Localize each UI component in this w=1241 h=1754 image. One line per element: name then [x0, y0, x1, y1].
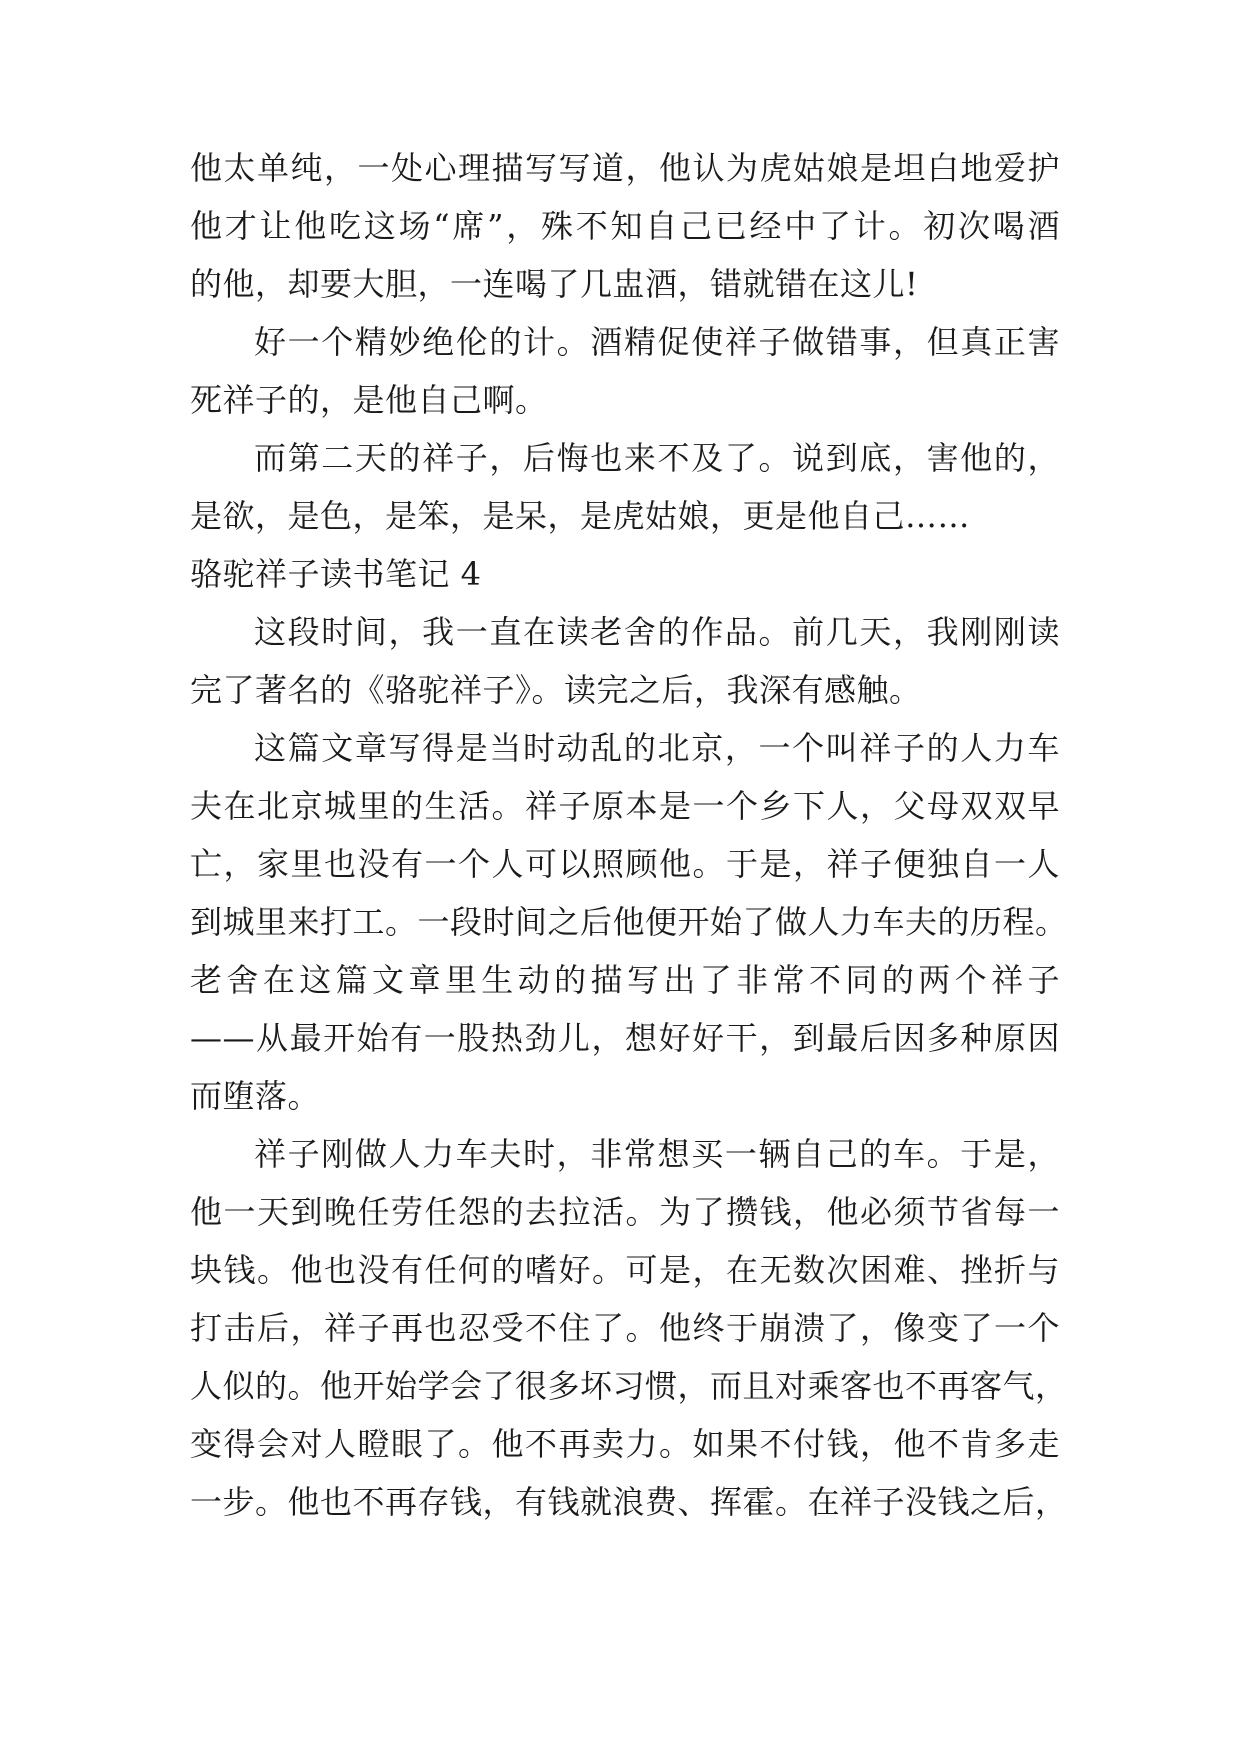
text-line: 变得会对人瞪眼了。他不再卖力。如果不付钱，他不肯多走	[190, 1425, 1060, 1463]
paragraph-first-line: 好一个精妙绝伦的计。酒精促使祥子做错事，但真正害	[254, 323, 1060, 361]
text-line: 一步。他也不再存钱，有钱就浪费、挥霍。在祥子没钱之后，	[190, 1483, 1068, 1521]
text-line: 亡，家里也没有一个人可以照顾他。于是，祥子便独自一人	[190, 845, 1060, 883]
text-line: ——从最开始有一股热劲儿，想好好干，到最后因多种原因	[190, 1019, 1060, 1057]
text-line: 人似的。他开始学会了很多坏习惯，而且对乘客也不再客气，	[190, 1367, 1068, 1405]
paragraph-first-line: 这篇文章写得是当时动乱的北京，一个叫祥子的人力车	[254, 729, 1060, 767]
text-line: 完了著名的《骆驼祥子》。读完之后，我深有感触。	[190, 671, 922, 709]
text-line: 而堕落。	[190, 1077, 321, 1115]
text-line: 老舍在这篇文章里生动的描写出了非常不同的两个祥子	[190, 961, 1060, 999]
text-line: 的他，却要大胆，一连喝了几盅酒，错就错在这儿!	[190, 265, 919, 303]
text-line: 到城里来打工。一段时间之后他便开始了做人力车夫的历程。	[190, 903, 1068, 941]
text-line: 块钱。他也没有任何的嗜好。可是，在无数次困难、挫折与	[190, 1251, 1060, 1289]
text-line: 是欲，是色，是笨，是呆，是虎姑娘，更是他自己……	[190, 497, 971, 535]
text-line: 死祥子的，是他自己啊。	[190, 381, 548, 419]
text-line: 他太单纯，一处心理描写写道，他认为虎姑娘是坦白地爱护	[190, 149, 1060, 187]
text-line: 打击后，祥子再也忍受不住了。他终于崩溃了，像变了一个	[190, 1309, 1060, 1347]
paragraph-first-line: 祥子刚做人力车夫时，非常想买一辆自己的车。于是，	[254, 1135, 1060, 1173]
text-line: 他一天到晚任劳任怨的去拉活。为了攒钱，他必须节省每一	[190, 1193, 1060, 1231]
section-heading: 骆驼祥子读书笔记 4	[190, 555, 482, 593]
paragraph-first-line: 这段时间，我一直在读老舍的作品。前几天，我刚刚读	[254, 613, 1060, 651]
text-line: 夫在北京城里的生活。祥子原本是一个乡下人，父母双双早	[190, 787, 1060, 825]
text-line: 他才让他吃这场“席”，殊不知自己已经中了计。初次喝酒	[190, 207, 1060, 245]
paragraph-first-line: 而第二天的祥子，后悔也来不及了。说到底，害他的，	[254, 439, 1060, 477]
